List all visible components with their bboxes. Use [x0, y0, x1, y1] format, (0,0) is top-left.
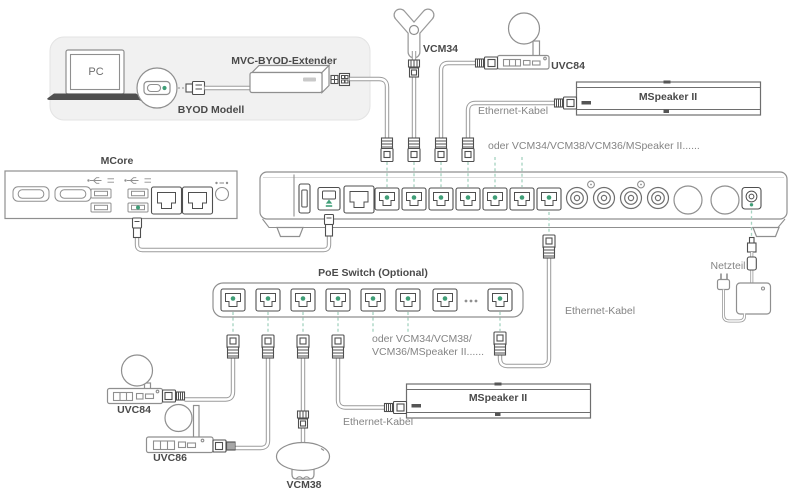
- uvc84-top-cable: [441, 63, 476, 138]
- uvc84-bottom-label: UVC84: [117, 404, 151, 416]
- rj45-plug: [494, 332, 506, 355]
- byod-modell-label: BYOD Modell: [177, 104, 245, 116]
- rj45-plug: [332, 335, 344, 358]
- usb-b-port: [318, 188, 340, 211]
- oder-note-bottom-line2: VCM36/MSpeaker II......: [372, 346, 485, 358]
- vcm38-label: VCM38: [286, 479, 322, 491]
- active-usb-port: [136, 206, 140, 210]
- mcore-label: MCore: [100, 155, 134, 167]
- mspeaker-bottom-cable: [338, 358, 385, 408]
- uvc84-bottom-camera: [108, 355, 163, 404]
- ethernet-kabel-bottom-label: Ethernet-Kabel: [343, 416, 414, 428]
- ethernet-kabel-top-label: Ethernet-Kabel: [478, 105, 549, 117]
- power-supply: [718, 238, 771, 322]
- poe-ports: [375, 188, 561, 210]
- rj45-plug: [435, 138, 447, 162]
- rj45-plug: [227, 335, 239, 358]
- rj45-plug: [297, 335, 309, 358]
- av-hub-device: [260, 172, 787, 237]
- mcore-usb-cable: [137, 236, 329, 250]
- mcore-usb-plug: [133, 218, 142, 238]
- netzteil-label: Netzteil: [710, 260, 746, 272]
- mvc-byod-extender-label: MVC-BYOD-Extender: [231, 55, 337, 67]
- rj45-plug: [462, 138, 474, 162]
- mspeaker-top-connector: [555, 97, 577, 109]
- ac-plug: [718, 274, 730, 290]
- uvc86-camera: [147, 405, 214, 453]
- inline-connector: [409, 60, 420, 77]
- uvc84-top-camera: [498, 13, 550, 69]
- uvc86-connector: [213, 440, 235, 452]
- hub-usb-plug: [325, 215, 334, 237]
- mspeaker-bottom-connector: [385, 402, 407, 414]
- poe-switch-label: PoE Switch (Optional): [318, 267, 428, 279]
- uvc86-cable: [235, 358, 268, 448]
- poe-switch-device: [213, 283, 523, 317]
- usb-a-slot: [299, 184, 310, 213]
- mspeaker-bottom-label: MSpeaker II: [468, 392, 528, 404]
- uvc84-top-label: UVC84: [551, 60, 585, 72]
- mcore-device: [5, 171, 237, 219]
- round-connector: [674, 186, 702, 214]
- vcm34-label: VCM34: [423, 43, 459, 55]
- pc-label: PC: [88, 66, 104, 78]
- lan-port: [344, 186, 374, 213]
- rj45-plug: [543, 235, 555, 258]
- rj45-plug: [408, 138, 420, 162]
- uvc84-bottom-connector: [163, 390, 185, 402]
- ethernet-kabel-right-label: Ethernet-Kabel: [565, 305, 636, 317]
- uvc84-bottom-cable: [185, 358, 234, 400]
- vcm38-mic: [277, 443, 330, 480]
- dc-plug: [748, 238, 757, 253]
- uvc84-top-connector: [476, 57, 498, 69]
- power-port: [742, 188, 761, 210]
- uvc86-label: UVC86: [153, 452, 187, 464]
- round-connector: [711, 186, 739, 214]
- oder-note-bottom-line1: oder VCM34/VCM38/: [372, 333, 472, 345]
- mspeaker-top-label: MSpeaker II: [638, 91, 698, 103]
- rj45-plug: [381, 138, 393, 162]
- oder-note-top: oder VCM34/VCM38/VCM36/MSpeaker II......: [488, 140, 700, 152]
- inline-connector: [298, 411, 309, 428]
- rj45-plug: [262, 335, 274, 358]
